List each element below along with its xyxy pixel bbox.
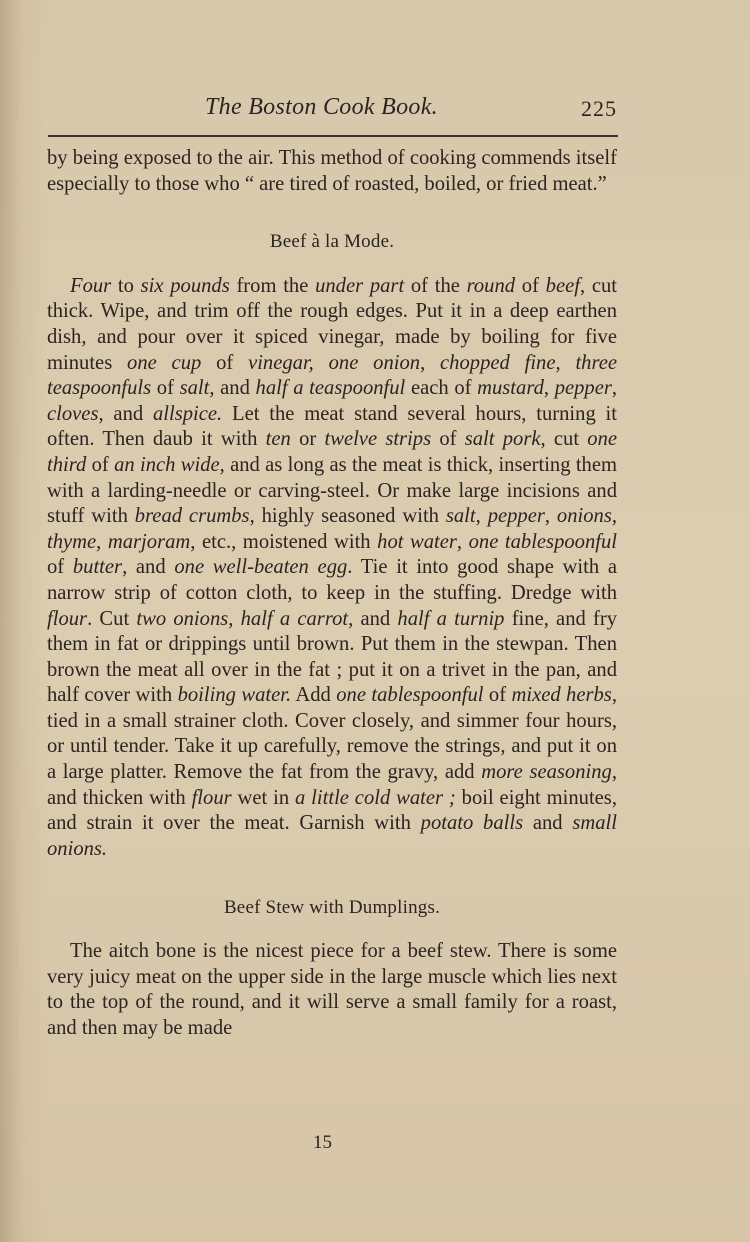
italic-term: salt pork	[464, 428, 541, 451]
italic-term: three teaspoonfuls	[47, 351, 618, 400]
text-run: . Tie it into good shape with a narrow strip of cotton cloth, to keep in the stuffing. Dredge with	[47, 556, 617, 604]
text-run: ,	[555, 351, 576, 374]
text-run: or	[290, 428, 325, 451]
text-run: ,	[543, 377, 555, 400]
text-run: ,	[228, 607, 241, 630]
italic-term: marjoram	[107, 530, 191, 553]
italic-term: thyme	[47, 530, 97, 553]
recipe-paragraph-beef-a-la-mode	[47, 274, 617, 863]
text-run: , and	[348, 607, 398, 630]
text-run: , etc., moistened with	[190, 530, 378, 553]
signature-mark: 15	[313, 1132, 332, 1153]
text-run: . Cut	[87, 607, 137, 630]
italic-term: half a carrot	[240, 607, 349, 630]
text-run: , tied in a small strainer cloth. Cover closely, and simmer four hours, or until tender. Take it up carefully, remove the strings, and put it on a large platter. Remove the fat from the gravy, add	[47, 684, 617, 784]
text-run: wet in	[231, 786, 296, 809]
text-run: ,	[611, 377, 618, 400]
italic-term: salt	[179, 377, 210, 400]
text-run: ,	[456, 530, 469, 553]
text-run: ,	[96, 530, 108, 553]
italic-term: flour	[191, 786, 232, 809]
page-number: 225	[581, 96, 617, 121]
section-heading-beef-stew: Beef Stew with Dumplings.	[223, 897, 441, 919]
italic-term: onions	[556, 505, 612, 528]
italic-term: vinegar, one onion	[248, 351, 421, 374]
text-run: , and thicken with	[47, 761, 617, 809]
italic-term: bread crumbs	[134, 505, 250, 528]
italic-term: half a turnip	[397, 607, 505, 630]
text-run: of	[483, 684, 512, 707]
italic-term: cloves	[47, 402, 99, 425]
italic-term: more seasoning	[481, 761, 612, 784]
italic-term: ten	[265, 428, 291, 451]
italic-term: twelve strips	[324, 428, 432, 451]
italic-term: allspice.	[153, 402, 223, 425]
text-run: , and	[122, 556, 175, 579]
text-run: Add	[291, 684, 337, 707]
italic-term: small onions.	[47, 812, 617, 860]
italic-term: Four	[70, 274, 112, 297]
text-run: and	[523, 812, 573, 835]
italic-term: boiling water.	[177, 684, 292, 707]
text-run: of	[47, 556, 73, 579]
text-run: of	[201, 351, 249, 374]
italic-term: one tablespoonful	[468, 530, 618, 553]
italic-term: one well-beaten egg	[174, 556, 348, 579]
text-run: of	[86, 453, 115, 476]
text-run: of	[431, 428, 465, 451]
italic-term: a little cold water ;	[295, 786, 456, 809]
italic-term: two onions	[136, 607, 229, 630]
text-run: ,	[475, 505, 488, 528]
italic-term: mixed herbs	[511, 684, 612, 707]
header-rule	[48, 135, 618, 137]
text-run: of	[515, 274, 546, 297]
text-run: ,	[420, 351, 441, 374]
italic-term: pepper	[487, 505, 545, 528]
page-body	[47, 146, 617, 1041]
running-head	[0, 94, 750, 128]
text-run: ,	[611, 505, 618, 528]
intro-paragraph: by being exposed to the air. This method of cooking commends itself especially to those who “ are tired of roasted, boiled, or fried meat.”	[47, 147, 617, 195]
text-run: , and	[209, 377, 256, 400]
italic-term: chopped fine	[440, 351, 556, 374]
text-run: boil eight minutes, and strain it over the meat. Garnish with	[47, 786, 617, 835]
italic-term: one third	[47, 428, 618, 476]
italic-term: pepper	[554, 377, 612, 400]
italic-term: mustard	[477, 377, 544, 400]
italic-term: an inch wide	[114, 453, 220, 476]
text-run: Let the meat stand several hours, turning it often. Then daub it with	[47, 402, 617, 451]
running-head-title: The Boston Cook Book.	[205, 94, 438, 120]
text-run: , cut	[540, 428, 588, 451]
recipe-paragraph-beef-stew: The aitch bone is the nicest piece for a beef stew. There is some very juicy meat on the upper side in the large muscle which lies next to the top of the round, and it will serve a small family for a roast, and then may be made	[47, 940, 617, 1039]
italic-term: six pounds	[140, 274, 230, 297]
italic-term: one tablespoonful	[336, 684, 484, 707]
italic-term: one cup	[127, 351, 202, 374]
text-run: , and as long as the meat is thick, inserting them with a larding-needle or carving-steel. Or make large incisions and stuff with	[47, 453, 618, 528]
italic-term: half a teaspoonful	[255, 377, 406, 400]
text-run: ,	[544, 505, 557, 528]
text-run: fine, and fry them in fat or drippings until brown. Put them in the stewpan. Then brown the meat all over in the fat ; put it on a trivet in the pan, and half cover with	[47, 607, 618, 707]
italic-term: under part	[315, 274, 405, 297]
text-run: , and	[98, 402, 153, 425]
section-heading-beef-a-la-mode: Beef à la Mode.	[269, 231, 395, 253]
text-run: to	[111, 274, 141, 297]
text-run: , cut thick. Wipe, and trim off the rough edges. Put it in a deep earthen dish, and pour over it spiced vinegar, made by boiling for five minutes	[47, 274, 618, 374]
italic-term: hot water	[377, 530, 457, 553]
italic-term: flour	[47, 607, 88, 630]
text-run: of the	[404, 274, 467, 297]
italic-term: salt	[445, 505, 476, 528]
text-run: , highly seasoned with	[249, 505, 446, 528]
italic-term: round	[466, 274, 516, 297]
italic-term: butter	[72, 556, 123, 579]
text-run: from the	[229, 274, 316, 297]
italic-term: beef	[545, 274, 580, 297]
text-run: each of	[405, 377, 478, 400]
text-run: of	[151, 377, 180, 400]
italic-term: potato balls	[420, 812, 524, 835]
